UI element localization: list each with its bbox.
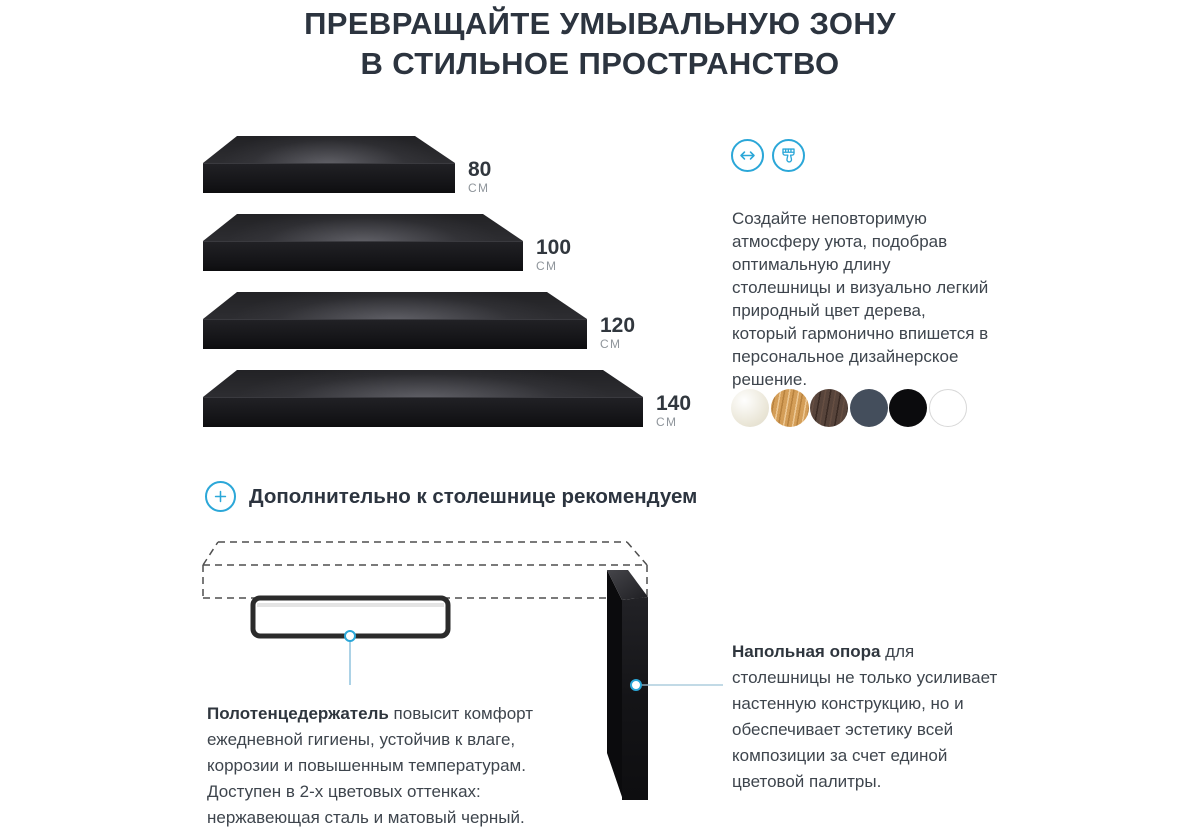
countertop-size-list bbox=[203, 136, 691, 448]
countertop-slab-120 bbox=[203, 292, 587, 349]
recommend-heading-text: Дополнительно к столешнице рекомендуем bbox=[249, 484, 698, 508]
size-label bbox=[656, 394, 691, 430]
towel-holder-description bbox=[207, 701, 539, 831]
slab-top-face bbox=[203, 370, 643, 397]
size-value: 120 bbox=[600, 314, 636, 337]
page-title-line1: ПРЕВРАЩАЙТЕ УМЫВАЛЬНУЮ ЗОНУ bbox=[304, 6, 896, 41]
size-row bbox=[203, 370, 691, 427]
size-unit: СМ bbox=[656, 415, 678, 429]
countertop-slab-140 bbox=[203, 370, 643, 427]
recommend-section-heading bbox=[205, 481, 697, 512]
towel-holder bbox=[253, 598, 448, 636]
size-label bbox=[468, 160, 491, 196]
size-row bbox=[203, 214, 691, 271]
slab-top-face bbox=[203, 292, 587, 319]
swatch-cream[interactable] bbox=[731, 389, 769, 427]
floor-support-panel bbox=[607, 570, 648, 800]
slab-front-face bbox=[203, 241, 523, 271]
towel-connector-line bbox=[345, 631, 355, 685]
size-value: 80 bbox=[468, 158, 492, 181]
towel-holder-title: Полотенцедержатель bbox=[207, 704, 389, 723]
floor-support-title: Напольная опора bbox=[732, 642, 881, 661]
color-swatches bbox=[731, 389, 967, 427]
countertop-slab-80 bbox=[203, 136, 455, 193]
support-connector-line bbox=[631, 680, 723, 690]
size-value: 100 bbox=[536, 236, 572, 259]
slab-front-face bbox=[203, 319, 587, 349]
towel-holder-text: повысит комфорт ежедневной гигиены, устойчив к влаге, коррозии и повышенным температурам. Доступен в 2-х цветовых оттенках: нержавеющая сталь и матовый черный. bbox=[207, 704, 534, 827]
swatch-graphite[interactable] bbox=[850, 389, 888, 427]
page-title-line2: В СТИЛЬНОЕ ПРОСТРАНСТВО bbox=[360, 46, 840, 81]
countertop-slab-100 bbox=[203, 214, 523, 271]
plus-icon bbox=[205, 481, 236, 512]
size-unit: СМ bbox=[536, 259, 558, 273]
slab-top-face bbox=[203, 136, 455, 163]
countertop-dashed-outline bbox=[203, 542, 647, 598]
size-value: 140 bbox=[656, 392, 692, 415]
width-range-icon bbox=[731, 139, 764, 172]
swatch-black[interactable] bbox=[889, 389, 927, 427]
swatch-walnut[interactable] bbox=[810, 389, 848, 427]
slab-front-face bbox=[203, 397, 643, 427]
swatch-oak[interactable] bbox=[771, 389, 809, 427]
paint-brush-icon bbox=[772, 139, 805, 172]
intro-paragraph: Создайте неповторимую атмосферу уюта, подобрав оптимальную длину столешницы и визуально легкий природный цвет дерева, который гармонично впишется в персональное дизайнерское решение. bbox=[732, 209, 989, 389]
size-row bbox=[203, 136, 691, 193]
floor-support-text: для столешницы не только усиливает настенную конструкцию, но и обеспечивает эстетику всей композиции за счет единой цветовой палитры. bbox=[732, 642, 998, 791]
size-label bbox=[600, 316, 635, 352]
size-row bbox=[203, 292, 691, 349]
size-unit: СМ bbox=[600, 337, 622, 351]
page-title bbox=[0, 4, 1200, 84]
feature-icons bbox=[731, 139, 805, 172]
size-label bbox=[536, 238, 571, 274]
swatch-white[interactable] bbox=[929, 389, 967, 427]
slab-front-face bbox=[203, 163, 455, 193]
floor-support-description bbox=[732, 639, 1014, 795]
slab-top-face bbox=[203, 214, 523, 241]
size-unit: СМ bbox=[468, 181, 490, 195]
